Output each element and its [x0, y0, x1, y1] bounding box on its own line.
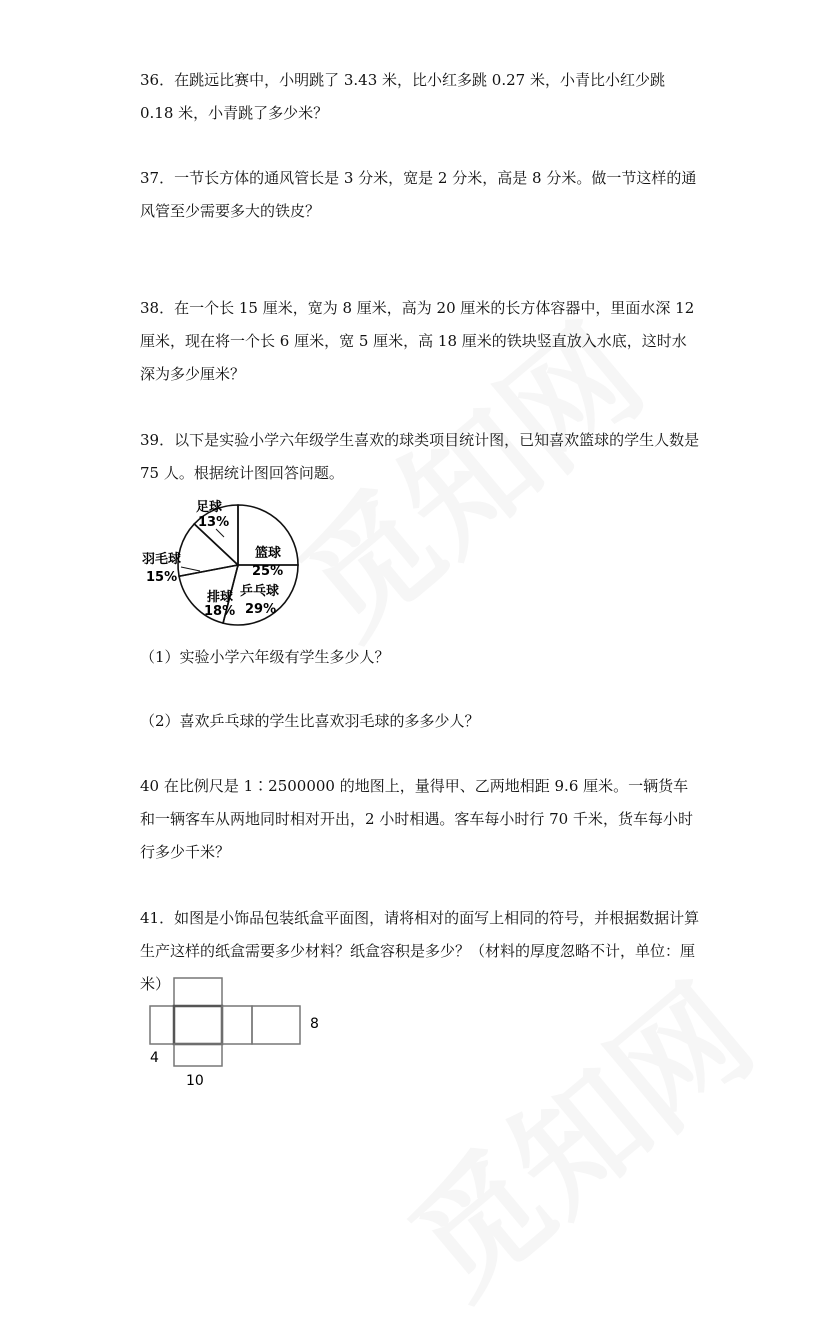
- pie-label-volleyball-name: 排球: [207, 590, 234, 605]
- pie-label-football-name: 足球: [196, 500, 223, 515]
- net-dim-width: 4: [150, 1050, 159, 1066]
- pie-label-volleyball-pct: 18%: [204, 604, 236, 619]
- pie-label-basketball-name: 篮球: [255, 546, 282, 561]
- pie-chart: [138, 495, 338, 635]
- question-38: 38．在一个长 15 厘米，宽为 8 厘米，高为 20 厘米的长方体容器中，里面水深 12 厘米，现在将一个长 6 厘米，宽 5 厘米，高 18 厘米的铁块竖直放入水底，这时水深为多少厘米？: [140, 299, 695, 383]
- pie-label-football-pct: 13%: [198, 515, 230, 530]
- net-face-back: [252, 1006, 300, 1044]
- question-40: 40 在比例尺是 1∶2500000 的地图上，量得甲、乙两地相距 9.6 厘米。一辆货车和一辆客车从两地同时相对开出，2 小时相遇。客车每小时行 70 千米，货车每小时行多少千米？: [140, 777, 693, 861]
- question-39-part-2: （2）喜欢乒乓球的学生比喜欢羽毛球的多多少人？: [140, 712, 480, 730]
- pie-label-badminton-name: 羽毛球: [142, 552, 182, 567]
- pie-label-pingpong-name: 乒乓球: [240, 584, 280, 599]
- box-net-figure: [140, 972, 340, 1092]
- question-39: 39．以下是实验小学六年级学生喜欢的球类项目统计图，已知喜欢篮球的学生人数是 75 人。根据统计图回答问题。: [140, 431, 700, 482]
- badminton-leader-line: [181, 567, 200, 571]
- net-face-front: [174, 1006, 222, 1044]
- pie-label-basketball-pct: 25%: [252, 564, 284, 579]
- question-39-part-1: （1）实验小学六年级有学生多少人？: [140, 648, 390, 666]
- net-dim-length: 10: [186, 1073, 204, 1089]
- question-37: 37．一节长方体的通风管长是 3 分米，宽是 2 分米，高是 8 分米。做一节这样的通风管至少需要多大的铁皮？: [140, 169, 697, 220]
- question-36: 36．在跳远比赛中，小明跳了 3.43 米，比小红多跳 0.27 米，小青比小红少跳 0.18 米，小青跳了多少米？: [140, 71, 665, 122]
- net-face-left: [150, 1006, 174, 1044]
- pie-label-pingpong-pct: 29%: [245, 602, 277, 617]
- pie-label-badminton-pct: 15%: [146, 570, 178, 585]
- football-leader-line: [216, 529, 224, 537]
- question-41: 41．如图是小饰品包装纸盒平面图，请将相对的面写上相同的符号，并根据数据计算生产这样的纸盒需要多少材料？纸盒容积是多少？（材料的厚度忽略不计，单位：厘米）: [140, 909, 700, 993]
- net-face-bottom: [174, 1044, 222, 1066]
- net-face-top: [174, 978, 222, 1006]
- net-face-right: [222, 1006, 252, 1044]
- net-dim-height: 8: [310, 1016, 319, 1032]
